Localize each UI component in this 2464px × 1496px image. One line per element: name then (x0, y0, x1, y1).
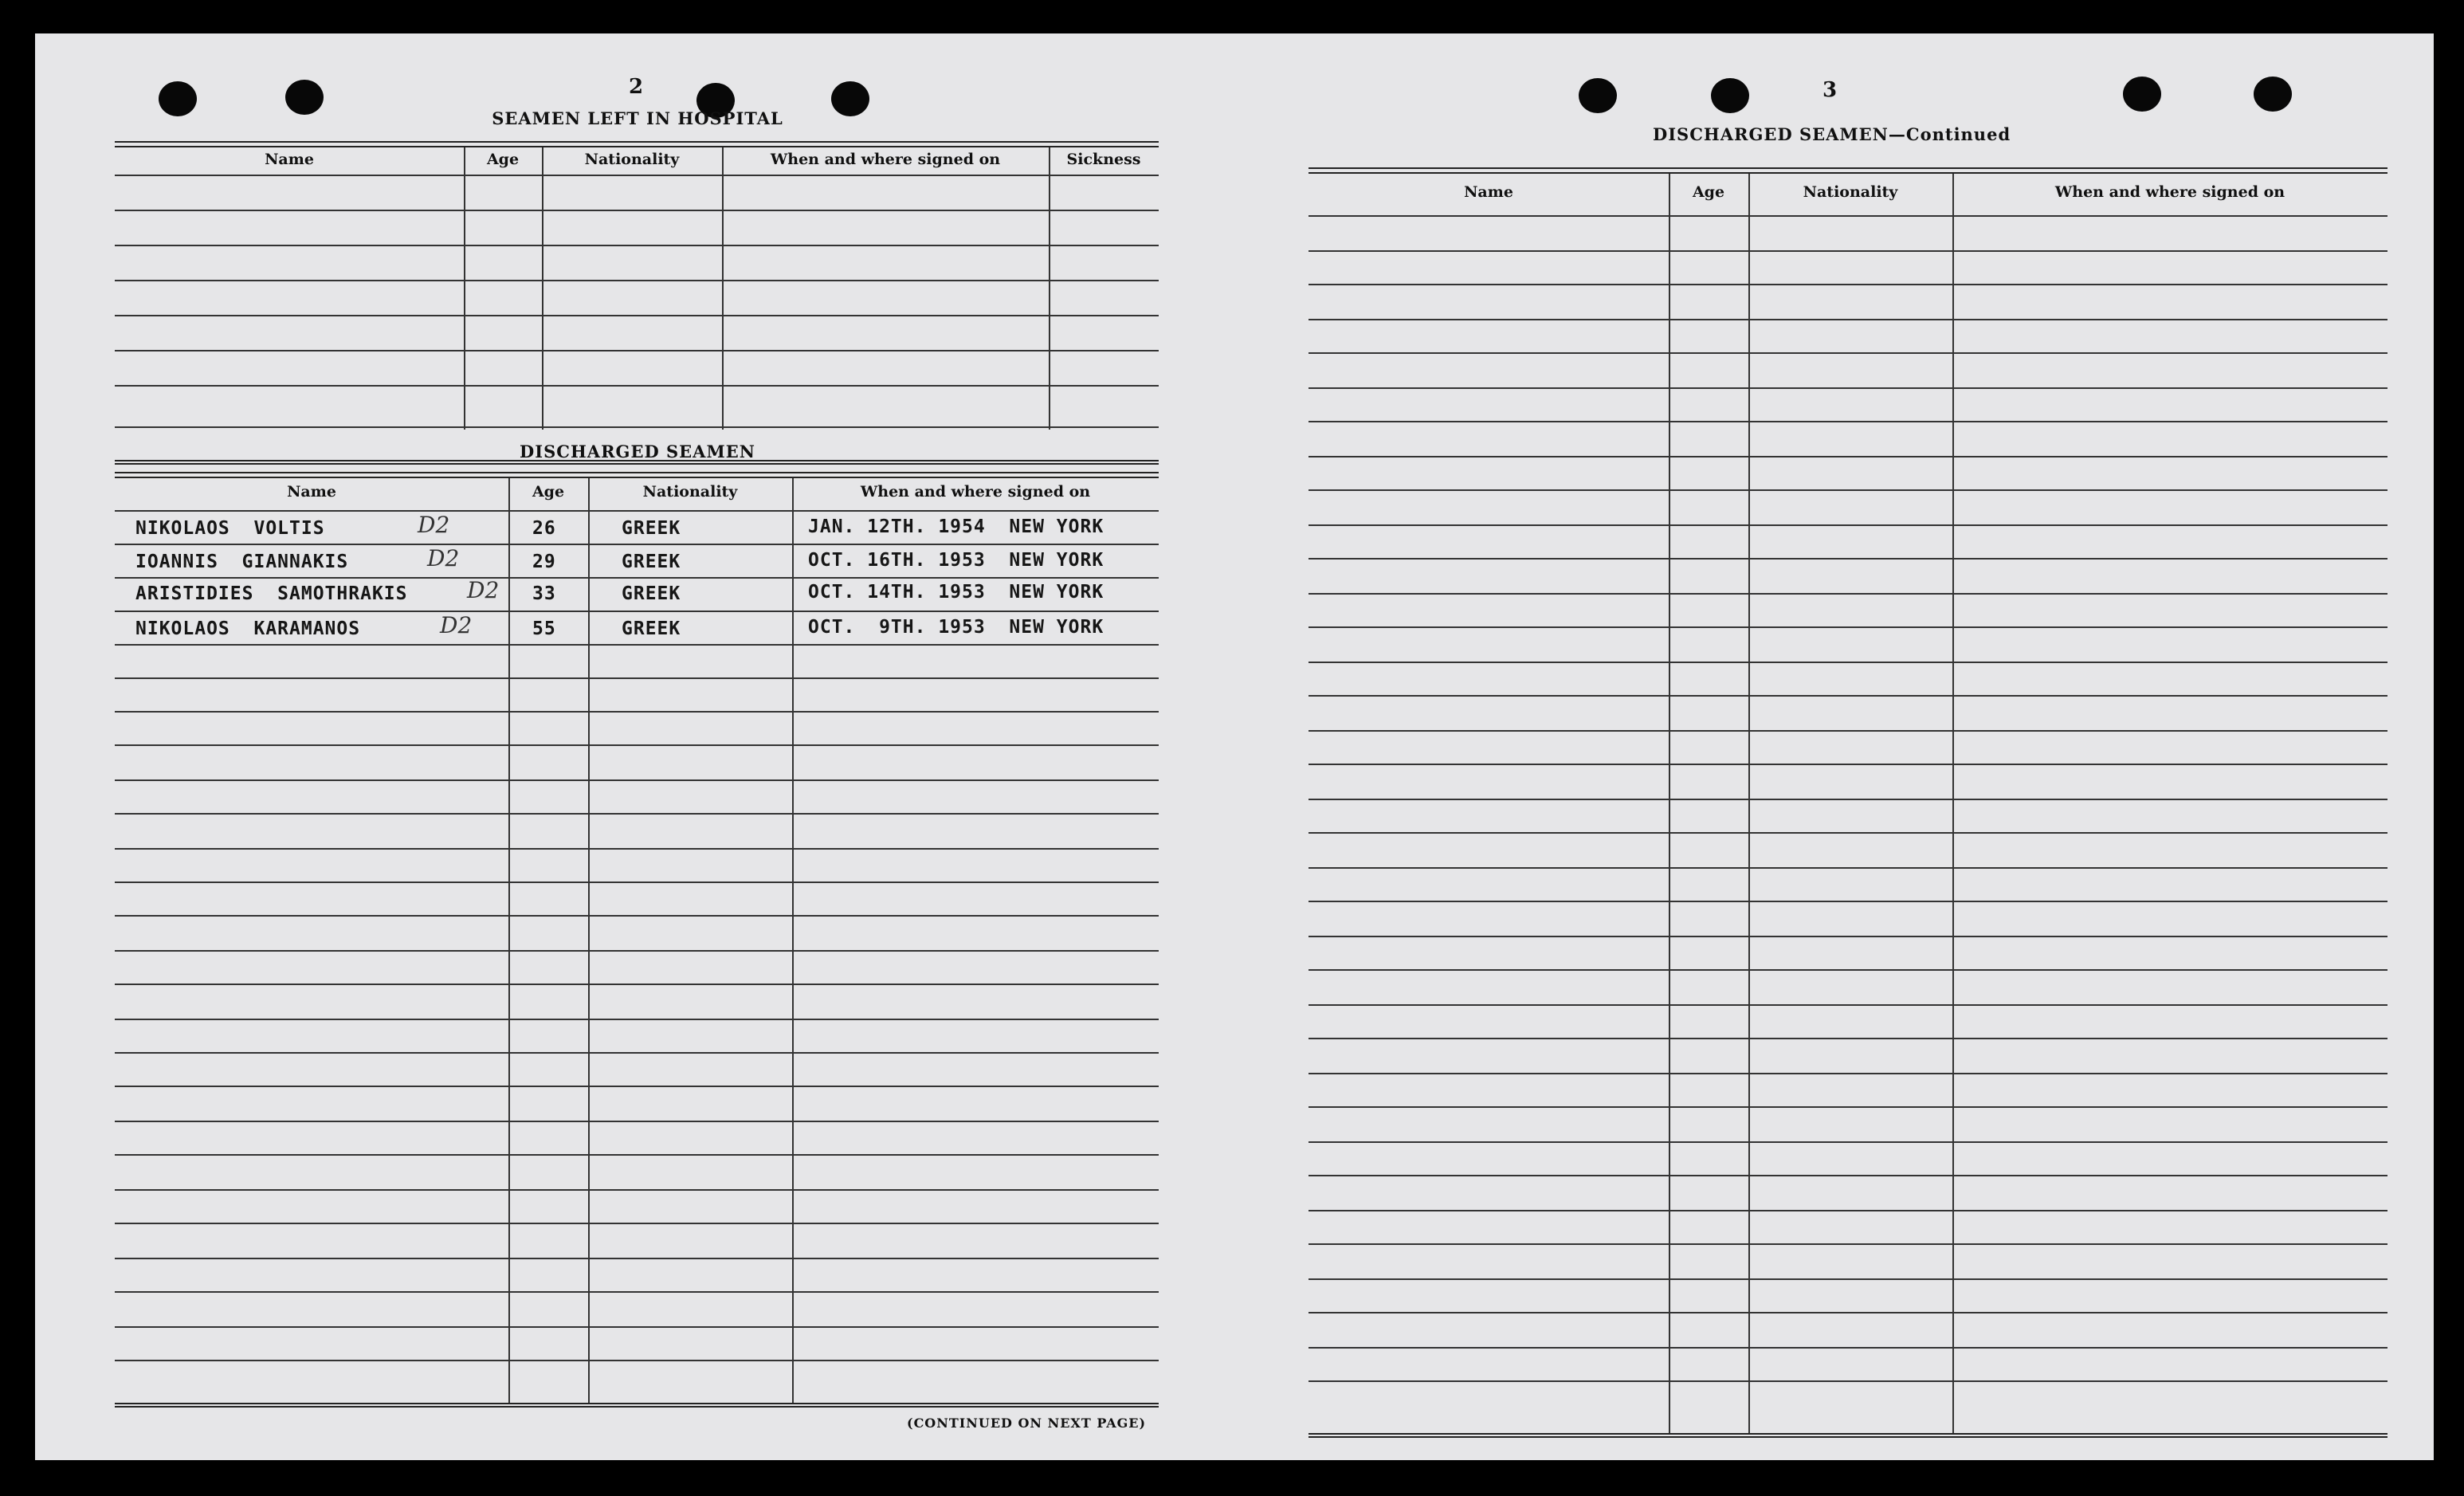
seaman-age: 55 (532, 618, 556, 639)
punch-hole-icon (1579, 78, 1617, 113)
right-section-title: DISCHARGED SEAMEN—Continued (1653, 124, 2011, 144)
punch-hole-icon (2123, 77, 2161, 112)
continued-col-name: Name (1464, 183, 1513, 201)
seaman-nationality: GREEK (622, 583, 681, 604)
right-page-number: 3 (1822, 78, 1838, 102)
seaman-name: IOANNIS GIANNAKIS (135, 552, 349, 572)
seaman-name: ARISTIDIES SAMOTHRAKIS (135, 583, 408, 604)
punch-hole-icon (831, 81, 869, 116)
seaman-signed-on: OCT. 14TH. 1953 NEW YORK (808, 582, 1104, 603)
continued-footer: (CONTINUED ON NEXT PAGE) (907, 1416, 1147, 1431)
discharged-col-name: Name (287, 483, 336, 501)
hospital-col-name: Name (265, 151, 314, 168)
seaman-age: 29 (532, 552, 556, 572)
discharged-col-signed-on: When and where signed on (860, 483, 1091, 501)
continued-col-nationality: Nationality (1803, 183, 1898, 201)
discharged-table (115, 472, 1159, 1417)
document-sheet (35, 33, 2434, 1460)
hospital-col-nationality: Nationality (584, 151, 680, 168)
discharge-mark: D2 (427, 545, 460, 571)
discharged-continued-table (1309, 167, 2387, 1449)
punch-hole-icon (1711, 78, 1749, 113)
left-page-number: 2 (628, 75, 644, 99)
hospital-col-sickness: Sickness (1066, 151, 1141, 168)
hospital-table (115, 141, 1159, 463)
continued-col-age: Age (1692, 183, 1725, 201)
punch-hole-icon (159, 81, 197, 116)
punch-hole-icon (2254, 77, 2292, 112)
discharge-mark: D2 (418, 512, 450, 538)
seaman-name: NIKOLAOS VOLTIS (135, 518, 325, 539)
seaman-age: 33 (532, 583, 556, 604)
seaman-nationality: GREEK (622, 552, 681, 572)
seaman-signed-on: OCT. 16TH. 1953 NEW YORK (808, 550, 1104, 571)
discharged-section-title: DISCHARGED SEAMEN (520, 442, 755, 461)
discharged-col-age: Age (532, 483, 565, 501)
discharged-col-nationality: Nationality (642, 483, 738, 501)
seaman-nationality: GREEK (622, 618, 681, 639)
hospital-col-signed-on: When and where signed on (770, 151, 1001, 168)
seaman-signed-on: JAN. 12TH. 1954 NEW YORK (808, 516, 1104, 537)
continued-col-signed-on: When and where signed on (2054, 183, 2285, 201)
discharge-mark: D2 (467, 577, 500, 603)
seaman-age: 26 (532, 518, 556, 539)
seaman-signed-on: OCT. 9TH. 1953 NEW YORK (808, 617, 1104, 638)
hospital-col-age: Age (486, 151, 520, 168)
discharge-mark: D2 (440, 612, 473, 638)
seaman-name: NIKOLAOS KARAMANOS (135, 618, 361, 639)
punch-hole-icon (285, 80, 324, 115)
hospital-section-title: SEAMEN LEFT IN HOSPITAL (492, 108, 783, 128)
seaman-nationality: GREEK (622, 518, 681, 539)
